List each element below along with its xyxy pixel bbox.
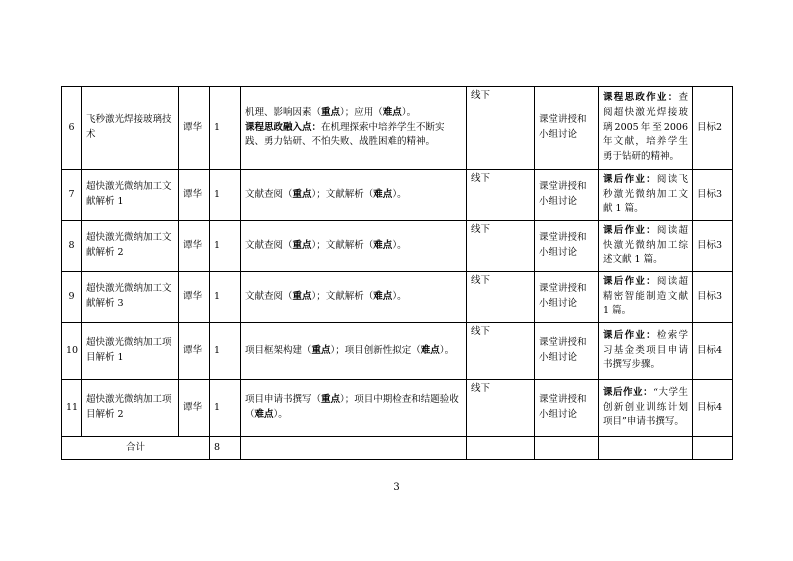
teacher-name: 谭华 (179, 323, 210, 380)
assignment-text: 阅读超精密智能制造文献 1 篇。 (603, 275, 688, 317)
row-number: 6 (62, 87, 82, 170)
assignment (599, 272, 693, 323)
lesson-content: 文献查阅（重点）；文献解析（难点）。 (241, 272, 467, 323)
class-hours: 1 (210, 380, 241, 437)
course-goal: 目标4 (693, 380, 733, 437)
course-goal: 目标3 (693, 221, 733, 272)
ideology-label: 课程思政融入点： (245, 121, 322, 133)
key-point-label: 重点 (321, 106, 341, 118)
class-hours: 1 (210, 323, 241, 380)
lesson-title: 超快激光微纳加工项目解析 1 (82, 323, 179, 380)
assignment-label: 课后作业： (603, 173, 657, 185)
assignment-text: 查阅超快激光焊接玻璃2005年至2006年文献，培养学生勇于钻研的精神。 (603, 92, 688, 163)
assignment-label: 课程思政作业： (603, 92, 679, 104)
total-label: 合计 (62, 437, 210, 460)
lesson-title: 超快激光微纳加工文献解析 3 (82, 272, 179, 323)
empty-cell (535, 437, 599, 460)
lesson-title: 超快激光微纳加工项目解析 2 (82, 380, 179, 437)
assignment-text: “大学生创新创业训练计划项目”申请书撰写。 (603, 386, 688, 428)
key-point-label: 重点 (292, 188, 312, 200)
difficulty-label: 难点 (373, 290, 393, 302)
lesson-title: 飞秒激光焊接玻璃技术 (82, 87, 179, 170)
difficulty-label: 难点 (373, 188, 393, 200)
key-point-label: 重点 (292, 239, 312, 251)
teaching-mode: 线下 (467, 221, 535, 272)
row-number: 8 (62, 221, 82, 272)
difficulty-label: 难点 (254, 409, 274, 420)
empty-cell (693, 437, 733, 460)
course-goal: 目标3 (693, 272, 733, 323)
ideology-text: 在机理探索中培养学生不断实践、勇力钻研、不怕失败、战胜困难的精神。 (245, 121, 445, 148)
assignment (599, 221, 693, 272)
empty-cell (241, 437, 467, 460)
lesson-content: 文献查阅（重点）；文献解析（难点）。 (241, 170, 467, 221)
table-row (62, 323, 733, 380)
empty-cell (599, 437, 693, 460)
assignment (599, 323, 693, 380)
teaching-mode: 线下 (467, 380, 535, 437)
assignment (599, 170, 693, 221)
assignment-label: 课后作业： (603, 329, 657, 341)
course-goal: 目标2 (693, 87, 733, 170)
course-goal: 目标4 (693, 323, 733, 380)
difficulty-label: 难点 (382, 106, 402, 118)
assignment-label: 课后作业： (603, 275, 657, 287)
class-hours: 1 (210, 87, 241, 170)
row-number: 9 (62, 272, 82, 323)
page-number: 3 (393, 482, 400, 493)
row-number: 10 (62, 323, 82, 380)
course-goal: 目标3 (693, 170, 733, 221)
course-schedule-table (61, 86, 733, 460)
key-point-label: 重点 (311, 344, 331, 356)
difficulty-label: 难点 (373, 239, 393, 251)
class-hours: 1 (210, 272, 241, 323)
teaching-method: 课堂讲授和小组讨论 (535, 170, 599, 221)
teaching-mode: 线下 (467, 87, 535, 170)
key-point-label: 重点 (321, 394, 341, 406)
teacher-name: 谭华 (179, 170, 210, 221)
table-row (62, 170, 733, 221)
assignment-label: 课后作业： (603, 224, 657, 236)
table-row (62, 221, 733, 272)
class-hours: 1 (210, 221, 241, 272)
teaching-mode: 线下 (467, 170, 535, 221)
difficulty-label: 难点 (420, 344, 440, 356)
teaching-method: 课堂讲授和小组讨论 (535, 272, 599, 323)
teacher-name: 谭华 (179, 380, 210, 437)
class-hours: 1 (210, 170, 241, 221)
teaching-method: 课堂讲授和小组讨论 (535, 221, 599, 272)
empty-cell (467, 437, 535, 460)
row-number: 11 (62, 380, 82, 437)
assignment-label: 课后作业： (603, 386, 654, 398)
lesson-content: 项目申请书撰写（重点）；项目中期检查和结题验收（难点）。 (241, 380, 467, 437)
assignment-text: 检索学习基金类项目申请书撰写步骤。 (603, 329, 688, 371)
teacher-name: 谭华 (179, 87, 210, 170)
teaching-mode: 线下 (467, 272, 535, 323)
lesson-content: 机理、影响因素（重点）；应用（难点）。 课程思政融入点：在机理探索中培养学生不断实践、勇力钻研、不怕失败、战胜困难的精神。 (241, 87, 467, 170)
teaching-method: 课堂讲授和小组讨论 (535, 380, 599, 437)
lesson-title: 超快激光微纳加工文献解析 2 (82, 221, 179, 272)
table-row (62, 272, 733, 323)
table-row (62, 87, 733, 170)
teaching-mode: 线下 (467, 323, 535, 380)
lesson-content: 项目框架构建（重点）；项目创新性拟定（难点）。 (241, 323, 467, 380)
table-row (62, 380, 733, 437)
assignment (599, 87, 693, 170)
teaching-method: 课堂讲授和小组讨论 (535, 87, 599, 170)
row-number: 7 (62, 170, 82, 221)
teacher-name: 谭华 (179, 221, 210, 272)
total-hours: 8 (210, 437, 241, 460)
teacher-name: 谭华 (179, 272, 210, 323)
lesson-title: 超快激光微纳加工文献解析 1 (82, 170, 179, 221)
lesson-content: 文献查阅（重点）；文献解析（难点）。 (241, 221, 467, 272)
assignment-text: 阅读超快激光微纳加工综述文献 1 篇。 (603, 224, 688, 266)
teaching-method: 课堂讲授和小组讨论 (535, 323, 599, 380)
assignment-text: 阅读飞秒激光微纳加工文献 1 篇。 (603, 173, 688, 215)
assignment (599, 380, 693, 437)
key-point-label: 重点 (292, 290, 312, 302)
total-row (62, 437, 733, 460)
